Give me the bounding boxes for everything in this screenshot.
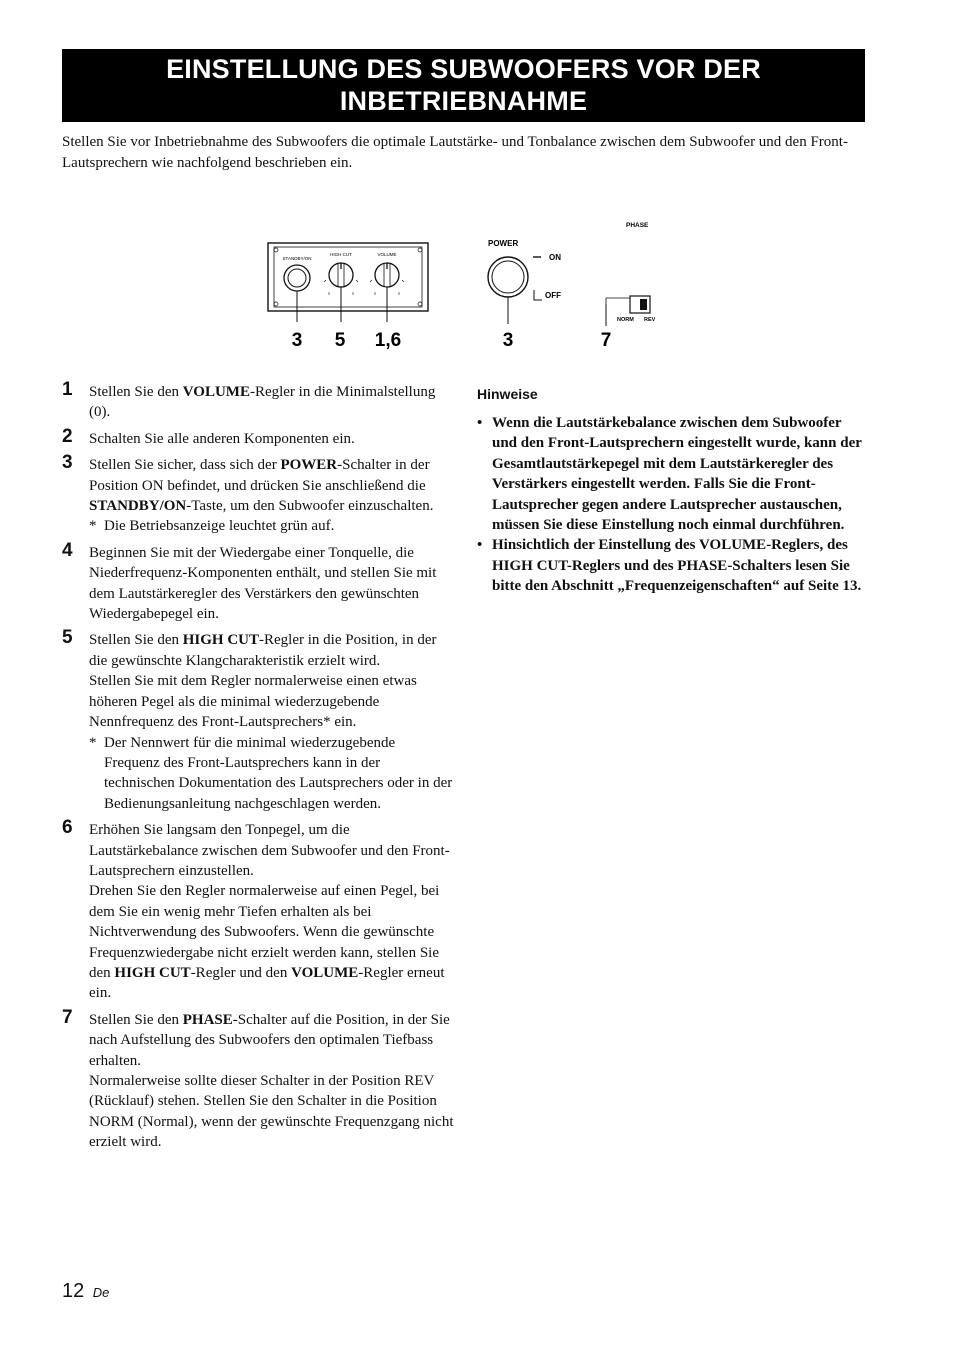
callout-volume: 1,6 <box>374 330 402 351</box>
step-text <box>89 671 454 732</box>
hinweis-item: • Hinsichtlich der Einstellung des VOLUME-Reglers, des HIGH CUT-Reglers und des PHASE-Schalters lesen Sie bitte den Abschnitt „Frequenzeigenschaften“ auf Seite 13. <box>477 537 862 595</box>
language-code: De <box>92 1285 110 1300</box>
power-button[interactable] <box>488 257 528 297</box>
step-number: 4 <box>62 539 73 561</box>
bullet-icon: • <box>477 415 483 431</box>
step-text-segment: Normalerweise sollte dieser Schalter in der Position REV (Rücklauf) stehen. Stellen Sie den Schalter in die Position NORM (Normal), wenn der gewünschte Frequenzgang nicht erzielt wird. <box>89 1073 454 1151</box>
callout-high-cut: 5 <box>334 330 346 351</box>
step-7 <box>62 1006 454 1153</box>
callout-standby: 3 <box>291 330 303 351</box>
phase-rev-label: REV <box>644 317 656 323</box>
hinweise-section <box>477 385 869 597</box>
step-5 <box>62 627 454 814</box>
step-text-segment: Drehen Sie den Regler normalerweise auf einen Pegel, bei dem Sie ein wenig mehr Tiefen erhalten als bei Nichtverwendung des Subwoofers. Wenn die gewünschte Frequenzwiedergabe nicht erzielt werden kann, stellen Sie den <box>89 883 440 981</box>
step-number: 2 <box>62 425 73 447</box>
page-footer <box>62 1280 109 1303</box>
step-text-segment: Stellen Sie den <box>89 384 183 400</box>
step-3 <box>62 452 454 537</box>
step-text-segment: -Regler erneut ein. <box>89 964 445 1002</box>
step-6 <box>62 817 454 1004</box>
step-text-bold: STANDBY/ON <box>89 498 187 515</box>
phase-switch[interactable] <box>630 296 650 313</box>
volume-label: VOLUME <box>377 252 397 257</box>
step-text-segment: Stellen Sie den <box>89 1011 183 1028</box>
step-number: 5 <box>62 627 73 649</box>
page-title-line1: EINSTELLUNG DES SUBWOOFERS VOR DER <box>166 54 761 84</box>
step-text <box>89 881 454 1003</box>
page-number: 12 <box>62 1280 85 1302</box>
control-panel-illustration <box>260 210 680 360</box>
phase-norm-label: NORM <box>617 317 634 323</box>
callout-phase: 7 <box>600 330 612 351</box>
high-cut-knob[interactable] <box>329 263 353 287</box>
step-text-segment: Stellen Sie sicher, dass sich der <box>89 457 281 474</box>
step-text-segment: -Schalter auf die Position, in der Sie nach Aufstellung des Subwoofers den optimalen Tiefbass erhalten. <box>89 1011 450 1069</box>
step-number: 6 <box>62 817 73 839</box>
step-text-bold: VOLUME <box>182 384 250 400</box>
hinweise-title: Hinweise <box>477 386 538 402</box>
phase-label: PHASE <box>626 222 649 229</box>
front-panel <box>268 243 428 311</box>
hinweise-list <box>477 413 869 597</box>
intro-paragraph: Stellen Sie vor Inbetriebnahme des Subwoofers die optimale Lautstärke- und Tonbalance zwischen dem Subwoofer und den Front-Lautsprechern wie nachfolgend beschrieben ein. <box>62 134 848 171</box>
step-text-bold: VOLUME <box>291 964 359 981</box>
off-indicator-icon <box>534 290 542 300</box>
callout-power: 3 <box>502 330 514 351</box>
standby-button[interactable] <box>284 265 310 291</box>
step-text-segment: -Regler und den <box>190 964 292 981</box>
step-footnote: * Der Nennwert für die minimal wiederzugebende Frequenz des Front-Lautsprechers kann in der technischen Dokumentation des Lautsprechers oder in der Bedienungsanleitung nachgeschlagen werden. <box>89 734 453 812</box>
phase-bracket <box>606 298 632 304</box>
step-text <box>89 429 454 449</box>
step-text-segment: Stellen Sie mit dem Regler normalerweise einen etwas höheren Pegel als die minimal wiederzugebende Nennfrequenz des Front-Lautsprechers* ein. <box>89 673 417 731</box>
step-text-bold: HIGH CUT <box>114 964 191 981</box>
step-4 <box>62 539 454 625</box>
step-text <box>89 543 454 625</box>
step-text-segment: -Taste, um den Subwoofer einzuschalten. <box>186 498 434 515</box>
phase-switch-area <box>606 222 656 326</box>
step-1 <box>62 379 454 423</box>
step-number: 3 <box>62 452 73 474</box>
page-title <box>62 49 865 122</box>
step-text <box>89 455 454 516</box>
step-text-segment: Erhöhen Sie langsam den Tonpegel, um die Lautstärkebalance zwischen dem Subwoofer und den Front-Lautsprechern einzustellen. <box>89 822 450 879</box>
step-text-segment: -Regler in die Position, in der die gewünschte Klangcharakteristik erzielt wird. <box>89 632 437 669</box>
callout-leader-lines <box>297 287 387 322</box>
step-text <box>89 630 454 671</box>
step-text-segment: -Regler in die Minimalstellung (0). <box>89 384 436 421</box>
steps-list <box>62 379 454 1159</box>
step-text <box>89 1010 454 1071</box>
step-text-bold: POWER <box>280 457 338 474</box>
step-text <box>89 1071 454 1153</box>
step-text-segment: -Schalter in der Position ON befindet, und drücken Sie anschließend die <box>89 457 430 494</box>
callout-numbers <box>292 330 612 351</box>
hinweis-item: • Wenn die Lautstärkebalance zwischen dem Subwoofer und den Front-Lautsprechern eingestellt wurde, kann der Gesamtlautstärkepegel mit dem Lautstärkeregler des Verstärkers eingestellt werden. Falls Sie die Front-Lautsprecher gegen andere Lautsprecher austauschen, müssen Sie diese Einstellung noch einmal durchführen. <box>477 415 862 534</box>
step-text-bold: PHASE <box>182 1011 233 1028</box>
step-2 <box>62 425 454 449</box>
bullet-icon: • <box>477 537 483 554</box>
power-label: POWER <box>488 239 519 248</box>
power-on-label: ON <box>549 253 561 262</box>
power-switch-area <box>488 239 561 324</box>
step-text <box>89 820 454 881</box>
step-footnote: * Die Betriebsanzeige leuchtet grün auf. <box>89 518 335 535</box>
volume-knob[interactable] <box>375 263 399 287</box>
standby-label: STANDBY/ON <box>282 256 312 261</box>
power-off-label: OFF <box>545 291 561 300</box>
high-cut-label: HIGH CUT <box>330 252 352 257</box>
step-number: 7 <box>62 1006 73 1028</box>
step-text-segment: Beginnen Sie mit der Wiedergabe einer Tonquelle, die Niederfrequenz-Komponenten enthält, und stellen Sie mit dem Lautstärkeregler des Verstärkers den gewünschten Wiedergabepegel ein. <box>89 544 437 623</box>
step-text-segment: Stellen Sie den <box>89 632 183 649</box>
step-text-segment: Schalten Sie alle anderen Komponenten ein. <box>89 430 355 447</box>
page-title-line2: INBETRIEBNAHME <box>339 86 588 116</box>
step-text-bold: HIGH CUT <box>182 632 260 649</box>
step-number: 1 <box>62 379 73 400</box>
step-text <box>89 382 454 423</box>
